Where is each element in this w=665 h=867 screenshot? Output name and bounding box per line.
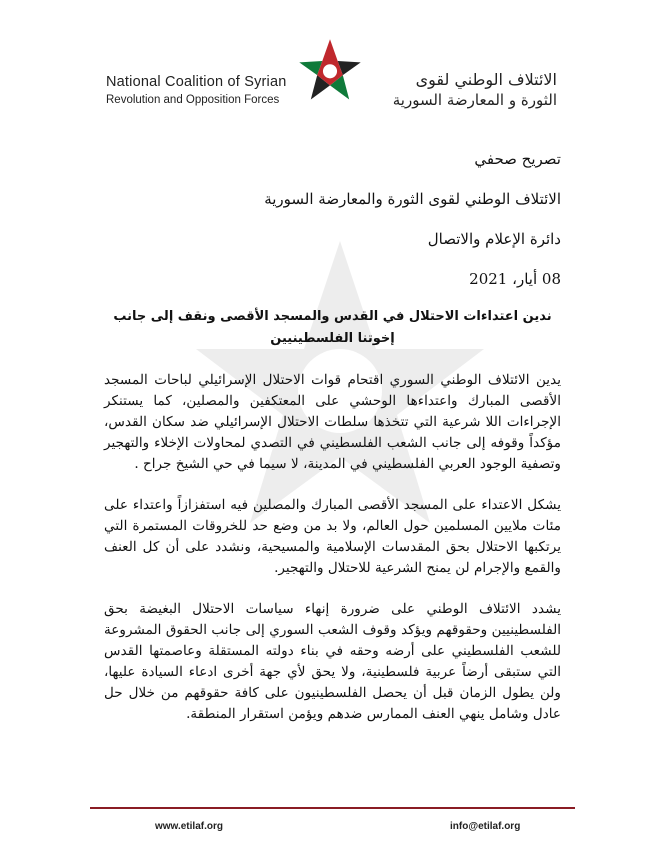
org-name-ar-line2: الثورة و المعارضة السورية: [392, 91, 557, 109]
letterhead: [0, 30, 665, 120]
email-link[interactable]: info@etilaf.org: [450, 821, 521, 832]
issuing-organization: الائتلاف الوطني لقوى الثورة والمعارضة السورية: [264, 190, 561, 208]
footer-divider: [90, 807, 575, 809]
paragraph-2: يشكل الاعتداء على المسجد الأقصى المبارك والمصلين فيه استفزازاً واعتداء على مئات ملايين المسلمين حول العالم، ولا بد من وضع حد للخروقات المستمرة التي يرتكبها الاحتلال بحق المقدسات الإسلامية والمسيحية، ونشدد على أن كل العنف والقمع والإجرام لن يمنح الشرعية للاحتلال والتهجير.: [104, 497, 561, 576]
document-type: تصريح صحفي: [474, 150, 561, 168]
press-release-body: [104, 150, 561, 745]
org-name-en: [106, 74, 287, 106]
org-name-en-line2: Revolution and Opposition Forces: [106, 94, 280, 106]
website-link[interactable]: www.etilaf.org: [155, 821, 223, 832]
org-name-ar: [393, 70, 557, 109]
org-name-ar-line1: الائتلاف الوطني لقوى: [415, 70, 557, 89]
paragraph-3: يشدد الائتلاف الوطني على ضرورة إنهاء سياسات الاحتلال البغيضة بحق الفلسطينيين وحقوقهم ويؤكد وقوف الشعب السوري إلى جانب الحقوق المشروعة للشعب الفلسطيني على أرضه وحقه في بناء دولته المستقلة وعاصمتها القدس التي ستبقى أرضاً عربية فلسطينية، ولا يحق لأي جهة أخرى ادعاء السيادة عليها، ولن يطول الزمان قبل أن يحصل الفلسطينيون على كافة حقوقهم من خلال حل عادل وشامل ينهي العنف الممارس ضدهم ويؤمن استقرار المنطقة.: [104, 601, 561, 722]
org-name-en-line1: National Coalition of Syrian: [106, 74, 287, 90]
star-logo-icon: [298, 38, 362, 102]
department: دائرة الإعلام والاتصال: [427, 230, 561, 248]
headline: ندين اعتداءات الاحتلال في القدس والمسجد الأقصى ونقف إلى جانب إخوتنا الفلسطينيين: [113, 309, 552, 346]
paragraph-1: يدين الائتلاف الوطني السوري اقتحام قوات الاحتلال الإسرائيلي لباحات المسجد الأقصى المبارك واعتداءها الوحشي على المعتكفين والمصلين، كما يستنكر الإجراءات اللا شرعية التي تتخذها سلطات الاحتلال الإسرائيلي ضد سكان القدس، مؤكداً وقوفه إلى جانب الشعب الفلسطيني في التصدي لمحاولات الإخلاء والتهجير وتصفية الوجود العربي الفلسطيني في المدينة، لا سيما في حي الشيخ جراح .: [104, 372, 561, 472]
release-date: 08 أيار، 2021: [469, 270, 561, 288]
